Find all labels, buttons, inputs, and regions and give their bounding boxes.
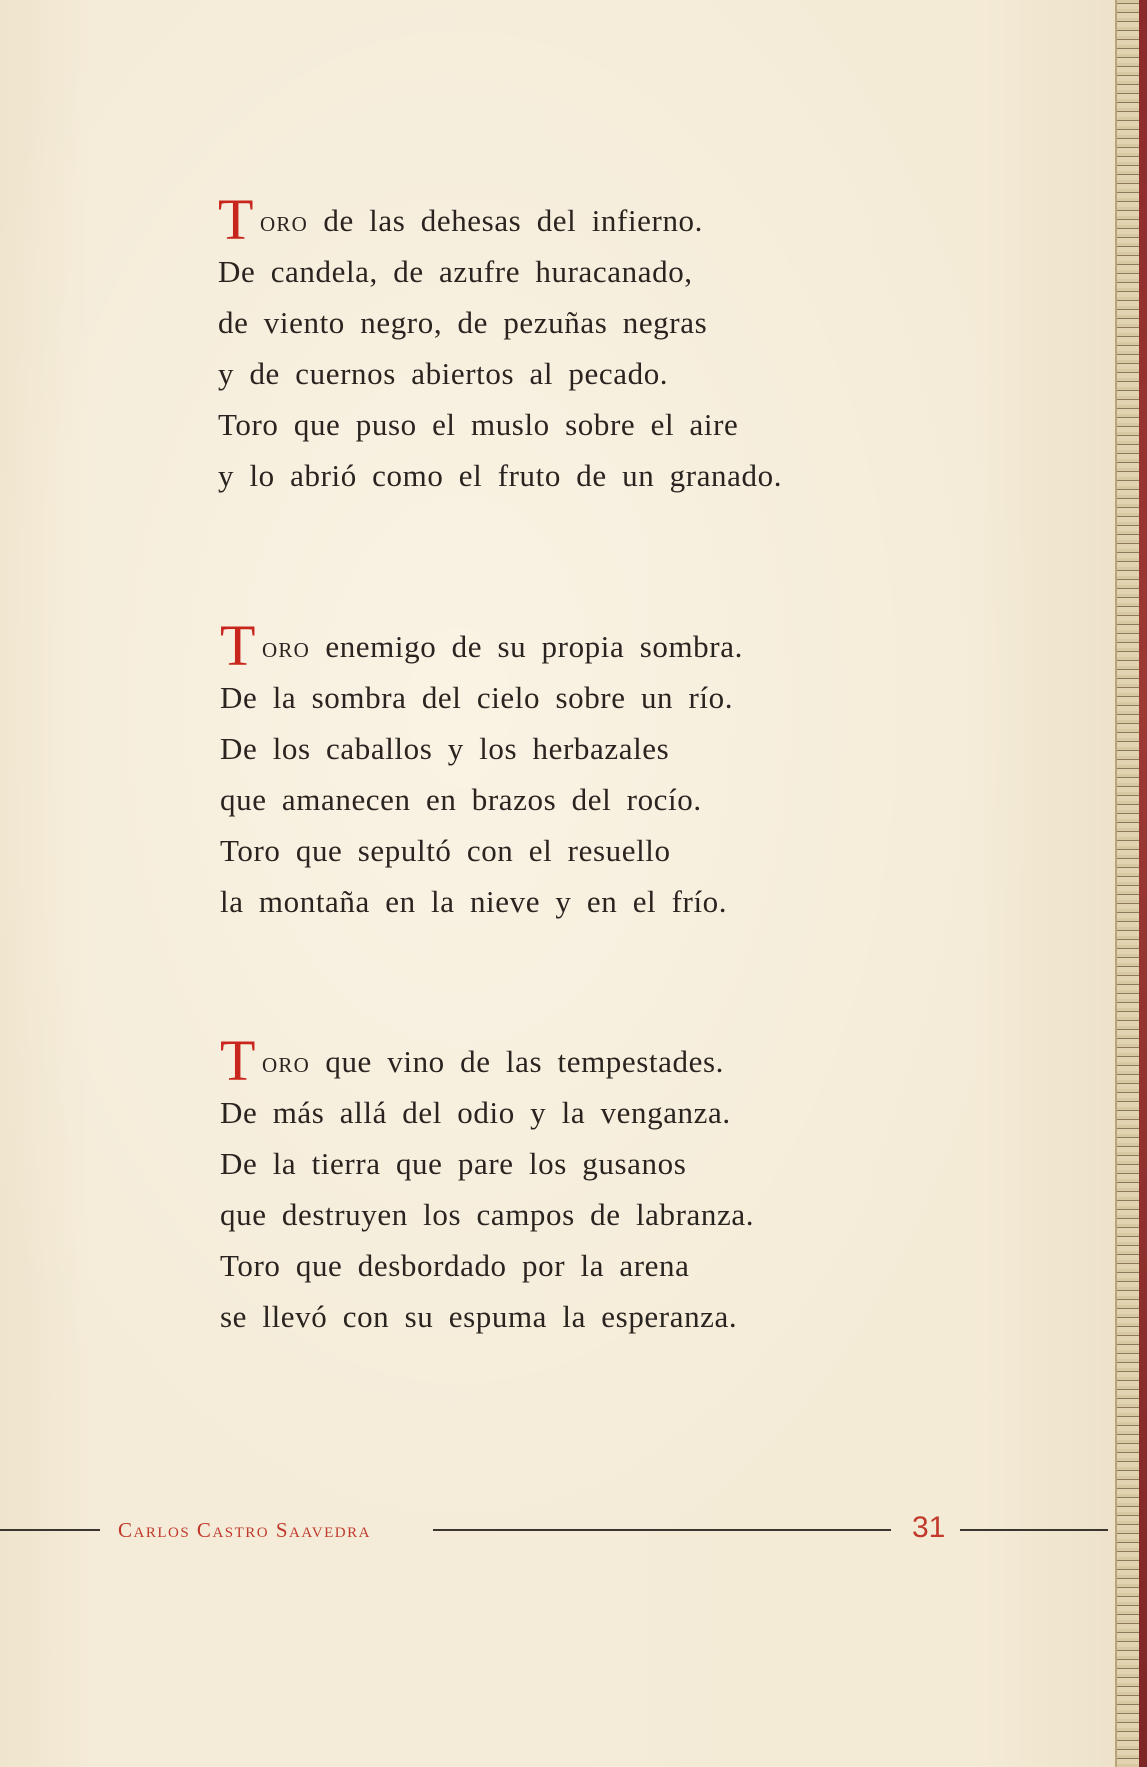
drop-cap: T xyxy=(220,613,257,678)
poem-line: se llevó con su espuma la esperanza. xyxy=(220,1299,738,1334)
poem-line: De la tierra que pare los gusanos xyxy=(220,1146,687,1181)
stanza-first-line xyxy=(218,187,782,252)
first-line-text: de las dehesas del infierno. xyxy=(323,203,703,238)
stanza-first-line xyxy=(220,1028,754,1093)
stanza-first-line xyxy=(220,613,743,678)
drop-cap: T xyxy=(220,1028,257,1093)
poem-line: que destruyen los campos de labranza. xyxy=(220,1197,755,1232)
poem-line: la montaña en la nieve y en el frío. xyxy=(220,884,728,919)
poem-line: y de cuernos abiertos al pecado. xyxy=(218,356,669,391)
first-line-text: enemigo de su propia sombra. xyxy=(325,629,743,664)
page-number: 31 xyxy=(912,1511,946,1544)
poem-line: de viento negro, de pezuñas negras xyxy=(218,305,708,340)
poem-line: que amanecen en brazos del rocío. xyxy=(220,782,702,817)
stanza-3 xyxy=(220,1028,755,1342)
drop-cap: T xyxy=(218,187,255,252)
poem-line: De la sombra del cielo sobre un río. xyxy=(220,680,734,715)
footer-rule xyxy=(433,1529,891,1531)
poem-line: De los caballos y los herbazales xyxy=(220,731,670,766)
footer-rule xyxy=(0,1529,100,1531)
first-word-rest: ORO xyxy=(262,1053,310,1077)
stanza-1 xyxy=(218,187,783,501)
poem-line: y lo abrió como el fruto de un granado. xyxy=(218,458,783,493)
poem-line: De más allá del odio y la venganza. xyxy=(220,1095,731,1130)
poem-line: Toro que desbordado por la arena xyxy=(220,1248,690,1283)
author-name: Carlos Castro Saavedra xyxy=(118,1518,371,1542)
first-word-rest: ORO xyxy=(260,212,308,236)
first-line-text: que vino de las tempestades. xyxy=(325,1044,724,1079)
poem-line: De candela, de azufre huracanado, xyxy=(218,254,693,289)
book-cover-edge xyxy=(1139,0,1147,1767)
poem-line: Toro que sepultó con el resuello xyxy=(220,833,671,868)
stanza-2 xyxy=(220,613,743,927)
poem-line: Toro que puso el muslo sobre el aire xyxy=(218,407,739,442)
footer-rule xyxy=(960,1529,1108,1531)
first-word-rest: ORO xyxy=(262,638,310,662)
page-footer xyxy=(0,1511,1115,1545)
